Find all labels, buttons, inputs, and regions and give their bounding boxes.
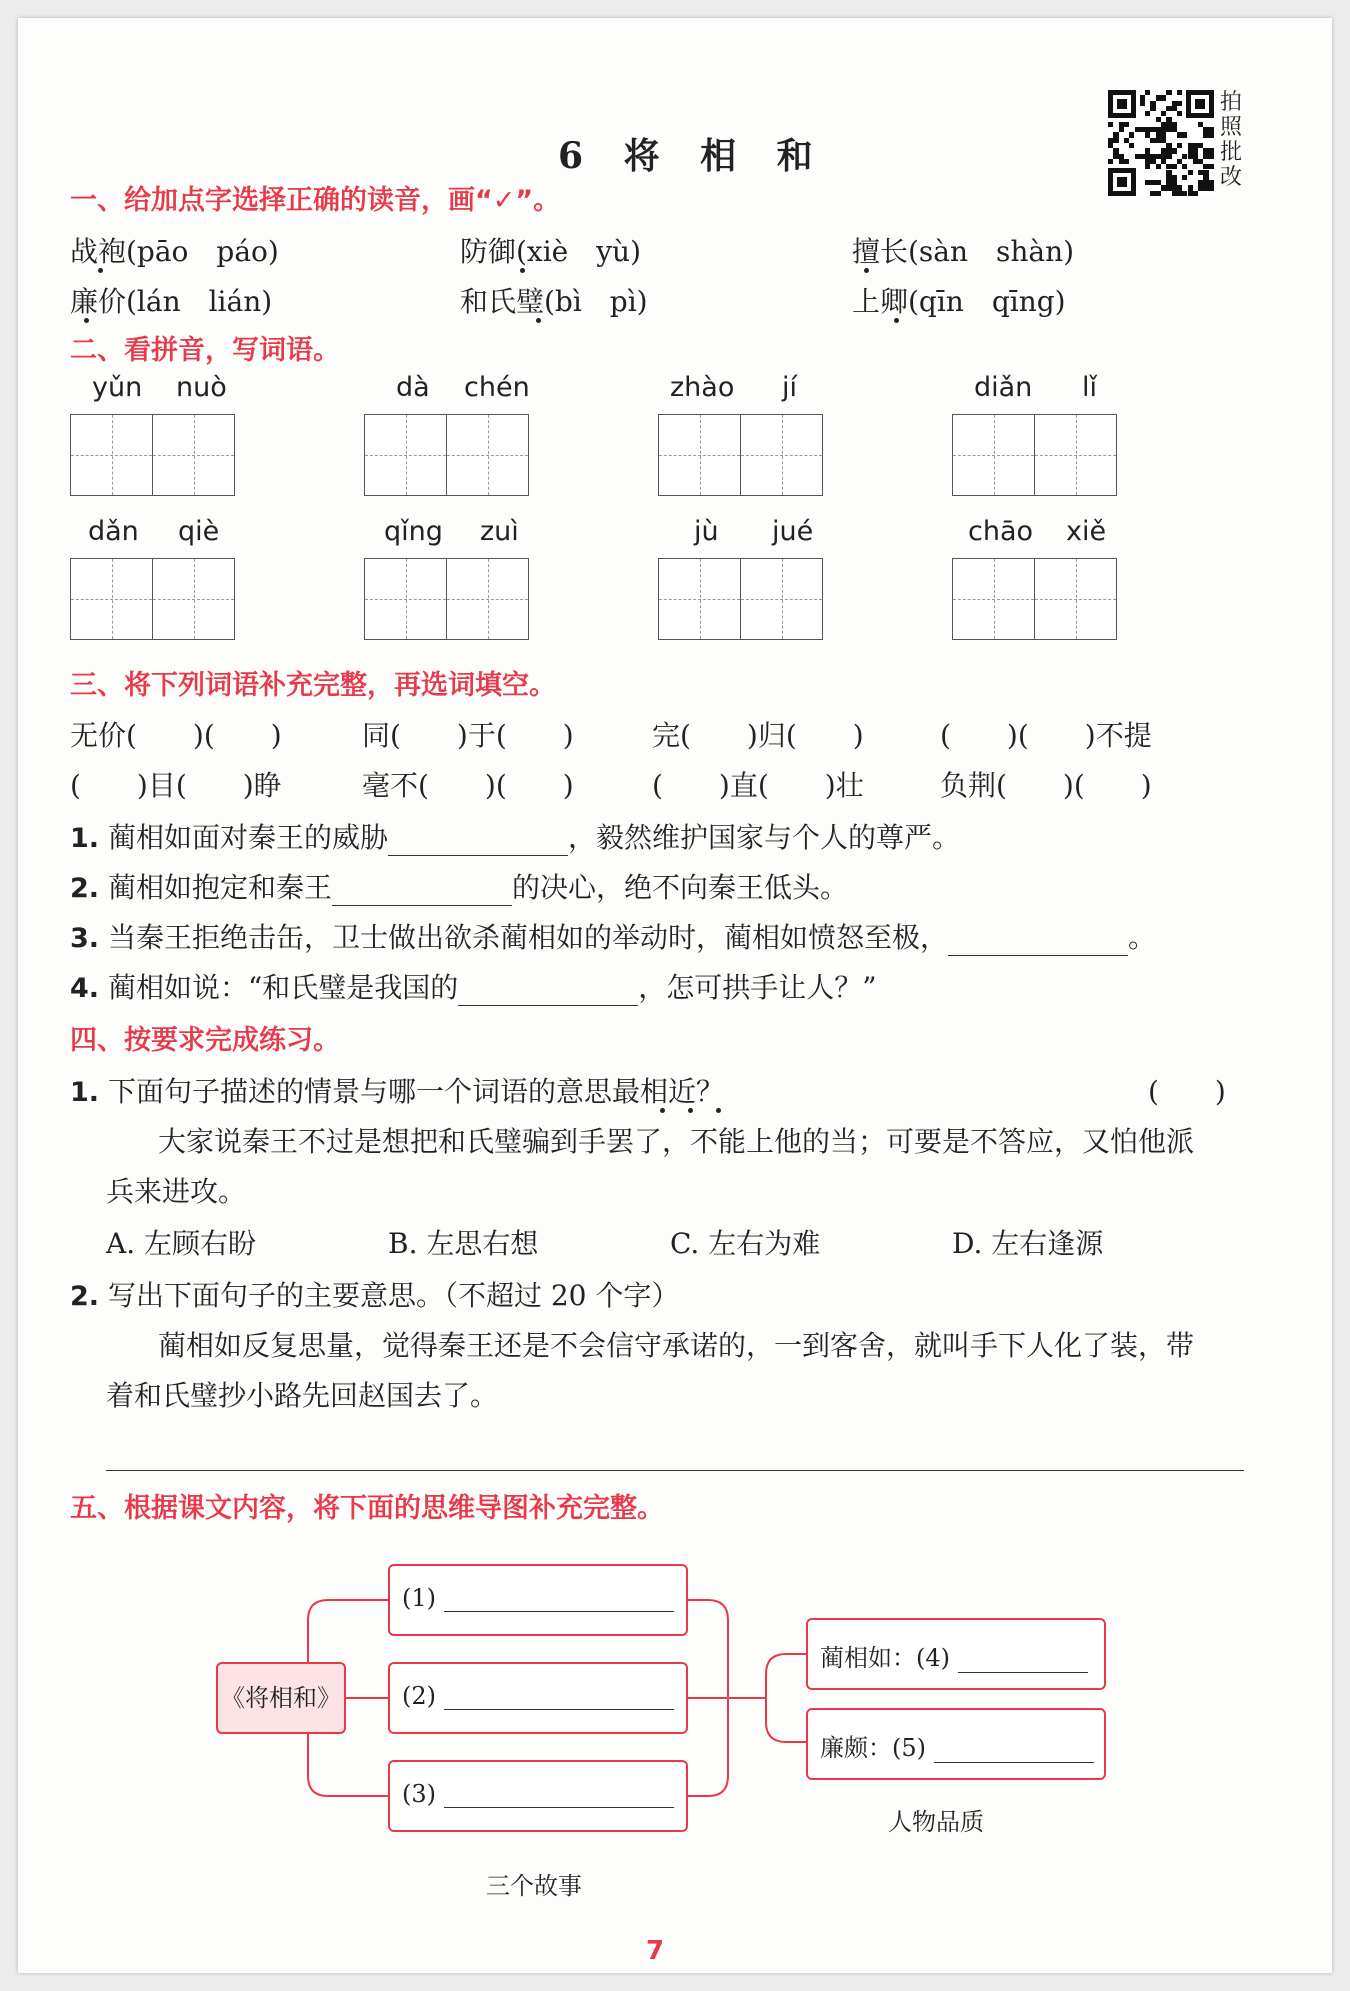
passage-line: 兵来进攻。 [106, 1175, 247, 1208]
fill-sentence-3: 3. 当秦王拒绝击缶，卫士做出欲杀蔺相如的举动时，蔺相如愤怒至极， 。 [70, 921, 1156, 954]
answer-bracket[interactable]: ( ) [1148, 1075, 1226, 1108]
story-box-1[interactable]: (1) [388, 1564, 688, 1636]
traits-caption: 人物品质 [888, 1808, 984, 1836]
pinyin: chāo [968, 516, 1034, 547]
pinyin: jù [694, 516, 719, 547]
section3-heading: 三、将下列词语补充完整，再选词填空。 [70, 670, 556, 701]
question-4-1: 1. 下面句子描述的情景与哪一个词语的意思最相近？ [70, 1075, 724, 1108]
pinyin: xiě [1066, 516, 1107, 547]
option-c[interactable]: C. 左右为难 [670, 1227, 821, 1260]
pronunciation-item[interactable]: 廉价(lán lián) [70, 285, 273, 318]
idiom-blank[interactable]: ( )( )不提 [940, 719, 1152, 752]
section2-heading: 二、看拼音，写词语。 [70, 335, 340, 366]
passage-line: 着和氏璧抄小路先回赵国去了。 [106, 1379, 499, 1412]
pinyin: jué [772, 516, 814, 547]
idiom-blank[interactable]: 毫不( )( ) [362, 769, 574, 802]
mind-map-root: 《将相和》 [216, 1662, 346, 1734]
pinyin: chén [464, 372, 530, 403]
idiom-blank[interactable]: 无价( )( ) [70, 719, 282, 752]
pinyin: dà [396, 372, 430, 403]
pinyin: jí [782, 372, 798, 403]
story-box-3[interactable]: (3) [388, 1760, 688, 1832]
section4-heading: 四、按要求完成练习。 [70, 1025, 340, 1056]
idiom-blank[interactable]: 负荆( )( ) [940, 769, 1152, 802]
story-box-2[interactable]: (2) [388, 1662, 688, 1734]
option-b[interactable]: B. 左思右想 [388, 1227, 539, 1260]
pronunciation-item[interactable]: 防御(xiè yù) [460, 235, 642, 268]
worksheet-page [18, 18, 1332, 1973]
page-number: 7 [646, 1936, 665, 1966]
section5-heading: 五、根据课文内容，将下面的思维导图补充完整。 [70, 1493, 664, 1524]
question-4-2: 2. 写出下面句子的主要意思。（不超过 20 个字） [70, 1279, 680, 1312]
pinyin: zuì [480, 516, 519, 547]
section1-heading: 一、给加点字选择正确的读音，画“✓”。 [70, 185, 561, 216]
qr-caption: 拍 照 批 改 [1220, 90, 1243, 190]
pinyin: dǎn [88, 516, 139, 547]
fill-sentence-1: 1. 蔺相如面对秦王的威胁 ，毅然维护国家与个人的尊严。 [70, 821, 960, 854]
fill-sentence-2: 2. 蔺相如抱定和秦王 的决心，绝不向秦王低头。 [70, 871, 848, 904]
fill-sentence-4: 4. 蔺相如说：“和氏璧是我国的 ，怎可拱手让人？” [70, 971, 877, 1004]
stories-caption: 三个故事 [486, 1872, 582, 1900]
pinyin: yǔn [92, 372, 143, 403]
passage-line: 蔺相如反复思量，觉得秦王还是不会信守承诺的，一到客舍，就叫手下人化了装，带 [158, 1329, 1195, 1362]
pronunciation-item[interactable]: 上卿(qīn qīng) [852, 285, 1066, 318]
pinyin: qǐng [384, 516, 443, 547]
pinyin: lǐ [1082, 372, 1098, 403]
pronunciation-item[interactable]: 擅长(sàn shàn) [852, 235, 1075, 268]
idiom-blank[interactable]: 同( )于( ) [362, 719, 574, 752]
pinyin: zhào [670, 372, 735, 403]
page-title: 6 将 相 和 [558, 135, 827, 177]
option-a[interactable]: A. 左顾右盼 [106, 1227, 257, 1260]
trait-box-lian[interactable]: 廉颇：(5) [806, 1708, 1106, 1780]
pinyin: qiè [178, 516, 220, 547]
pronunciation-item[interactable]: 和氏璧(bì pì) [460, 285, 648, 318]
passage-line: 大家说秦王不过是想把和氏璧骗到手罢了，不能上他的当；可要是不答应，又怕他派 [158, 1125, 1195, 1158]
idiom-blank[interactable]: ( )直( )壮 [652, 769, 864, 802]
pinyin: nuò [176, 372, 227, 403]
idiom-blank[interactable]: 完( )归( ) [652, 719, 864, 752]
pronunciation-item[interactable]: 战袍(pāo páo) [70, 235, 279, 268]
pinyin: diǎn [974, 372, 1033, 403]
trait-box-lin[interactable]: 蔺相如：(4) [806, 1618, 1106, 1690]
idiom-blank[interactable]: ( )目( )睁 [70, 769, 282, 802]
option-d[interactable]: D. 左右逢源 [952, 1227, 1104, 1260]
